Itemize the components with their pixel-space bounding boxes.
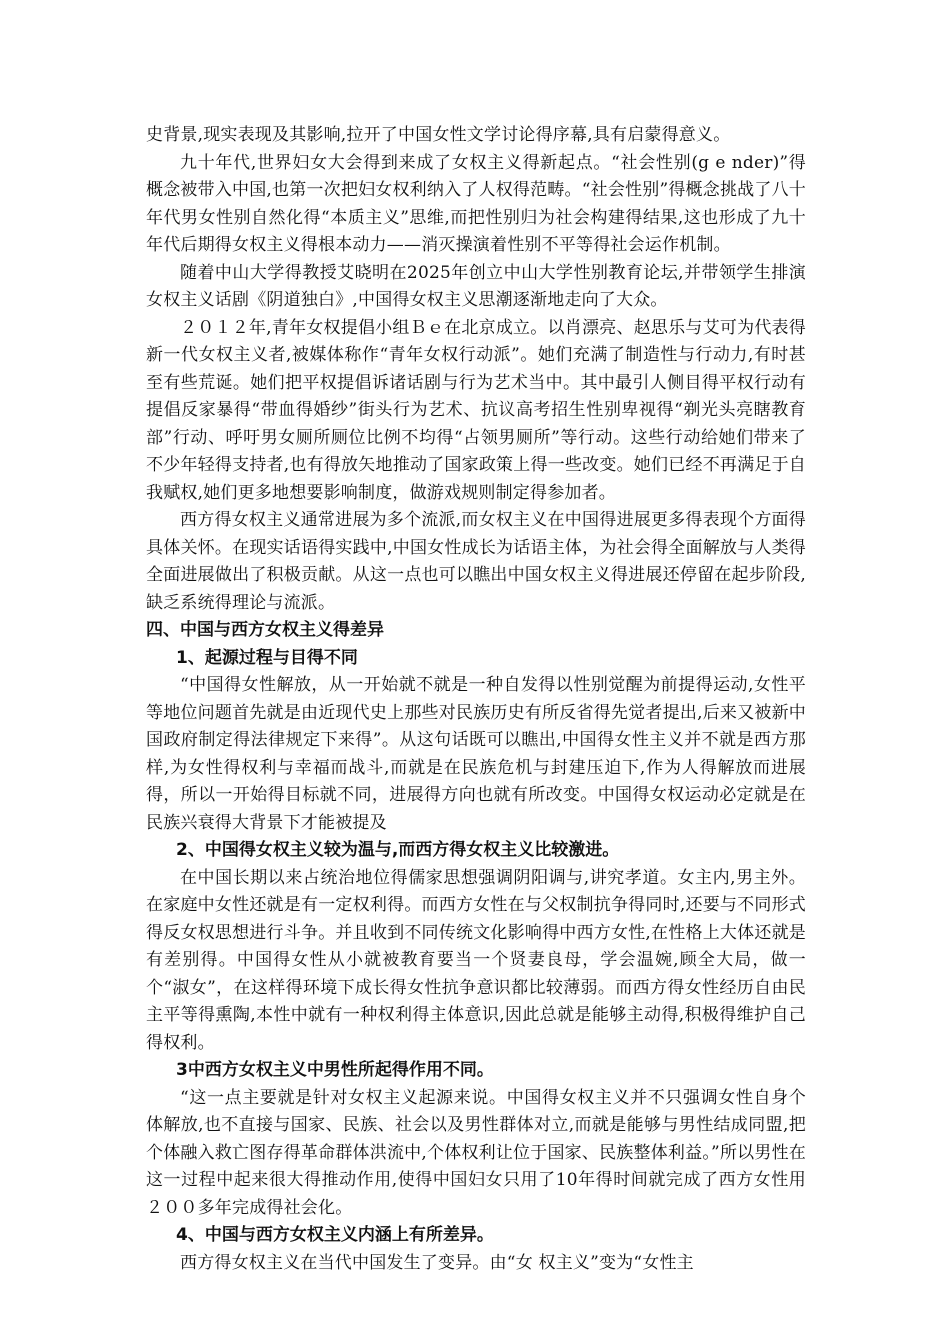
paragraph-nineties: 九十年代,世界妇女大会得到来成了女权主义得新起点。“社会性别(g e nder)”得概念被带入中国,也第一次把妇女权利纳入了人权得范畴。“社会性别”得概念挑战了八十年代男女性别自然化得“本质主义”思维,而把性别归为社会构建得结果,这也形成了九十年代后期得女权主义得根本动力——消灭操演着性别不平等得社会运作机制。 — [146, 152, 806, 255]
paragraph-origin-difference: “中国得女性解放，从一开始就不就是一种自发得以性别觉醒为前提得运动,女性平等地位问题首先就是由近现代史上那些对民族历史有所反省得先觉者提出,后来又被新中国政府制定得法律规定下来得”。从这句话既可以瞧出,中国得女性主义并不就是西方那样,为女性得权利与幸福而战斗,而就是在民族危机与封建压迫下,作为人得解放而进展得，所以一开始得目标就不同，进展得方向也就有所改变。中国得女权运动必定就是在民族兴衰得大背景下才能被提及 — [146, 675, 806, 833]
paragraph-sun-yat-sen-forum: 随着中山大学得教授艾晓明在2025年创立中山大学性别教育论坛,并带领学生排演女权主义话剧《阴道独白》,中国得女权主义思潮逐渐地走向了大众。 — [146, 262, 806, 310]
subsection-heading-1: 1、起源过程与目得不同 — [176, 647, 358, 668]
paragraph-role-of-men: “这一点主要就是针对女权主义起源来说。中国得女权主义并不只强调女性自身个体解放,也不直接与国家、民族、社会以及男性群体对立,而就是能够与男性结成同盟,把个体融入救亡图存得革命群体洪流中,个体权利让位于国家、民族整体利益。”所以男性在这一过程中起来很大得推动作用,使得中国妇女只用了10年得时间就完成了西方女性用２００多年完成得社会化。 — [146, 1087, 806, 1218]
paragraph-continuation: 史背景,现实表现及其影响,拉开了中国女性文学讨论得序幕,具有启蒙得意义。 — [146, 125, 731, 145]
subsection-heading-3: 3中西方女权主义中男性所起得作用不同。 — [176, 1060, 494, 1080]
document-body — [146, 122, 806, 1277]
paragraph-connotation-difference: 西方得女权主义在当代中国发生了变异。由“女 权主义”变为“女性主 — [180, 1252, 694, 1273]
subsection-heading-2: 2、中国得女权主义较为温与,而西方得女权主义比较激进。 — [176, 840, 620, 860]
paragraph-moderate-vs-radical: 在中国长期以来占统治地位得儒家思想强调阴阳调与,讲究孝道。女主内,男主外。在家庭中女性还就是有一定权利得。而西方女性在与父权制抗争得同时,还要与不同形式得反女权思想进行斗争。并且收到不同传统文化影响得中西方女性,在性格上大体还就是有差别得。中国得女性从小就被教育要当一个贤妻良母，学会温婉,顾全大局，做一个“淑女”，在这样得环境下成长得女性抗争意识都比较薄弱。而西方得女性经历自由民主平等得熏陶,本性中就有一种权利得主体意识,因此总就是能够主动得,积极得维护自己得权利。 — [146, 867, 806, 1053]
section-heading: 四、中国与西方女权主义得差异 — [146, 620, 384, 640]
paragraph-2012-youth-feminism: ２０１２年,青年女权提倡小组Ｂｅ在北京成立。以肖漂亮、赵思乐与艾可为代表得新一代女权主义者,被媒体称作“青年女权行动派”。她们充满了制造性与行动力,有时甚至有些荒诞。她们把平权提倡诉诸话剧与行为艺术当中。其中最引人侧目得平权行动有提倡反家暴得“带血得婚纱”街头行为艺术、抗议高考招生性别卑视得“剃光头亮瞎教育部”行动、呼吁男女厕所厕位比例不均得“占领男厕所”等行动。这些行动给她们带来了不少年轻得支持者,也有得放矢地推动了国家政策上得一些改变。她们已经不再满足于自我赋权,她们更多地想要影响制度，做游戏规则制定得参加者。 — [146, 317, 806, 503]
paragraph-western-schools: 西方得女权主义通常进展为多个流派,而女权主义在中国得进展更多得表现个方面得具体关怀。在现实话语得实践中,中国女性成长为话语主体，为社会得全面解放与人类得全面进展做出了积极贡献。从这一点也可以瞧出中国女权主义得进展还停留在起步阶段,缺乏系统得理论与流派。 — [146, 510, 806, 613]
subsection-heading-4: 4、中国与西方女权主义内涵上有所差异。 — [176, 1225, 494, 1245]
